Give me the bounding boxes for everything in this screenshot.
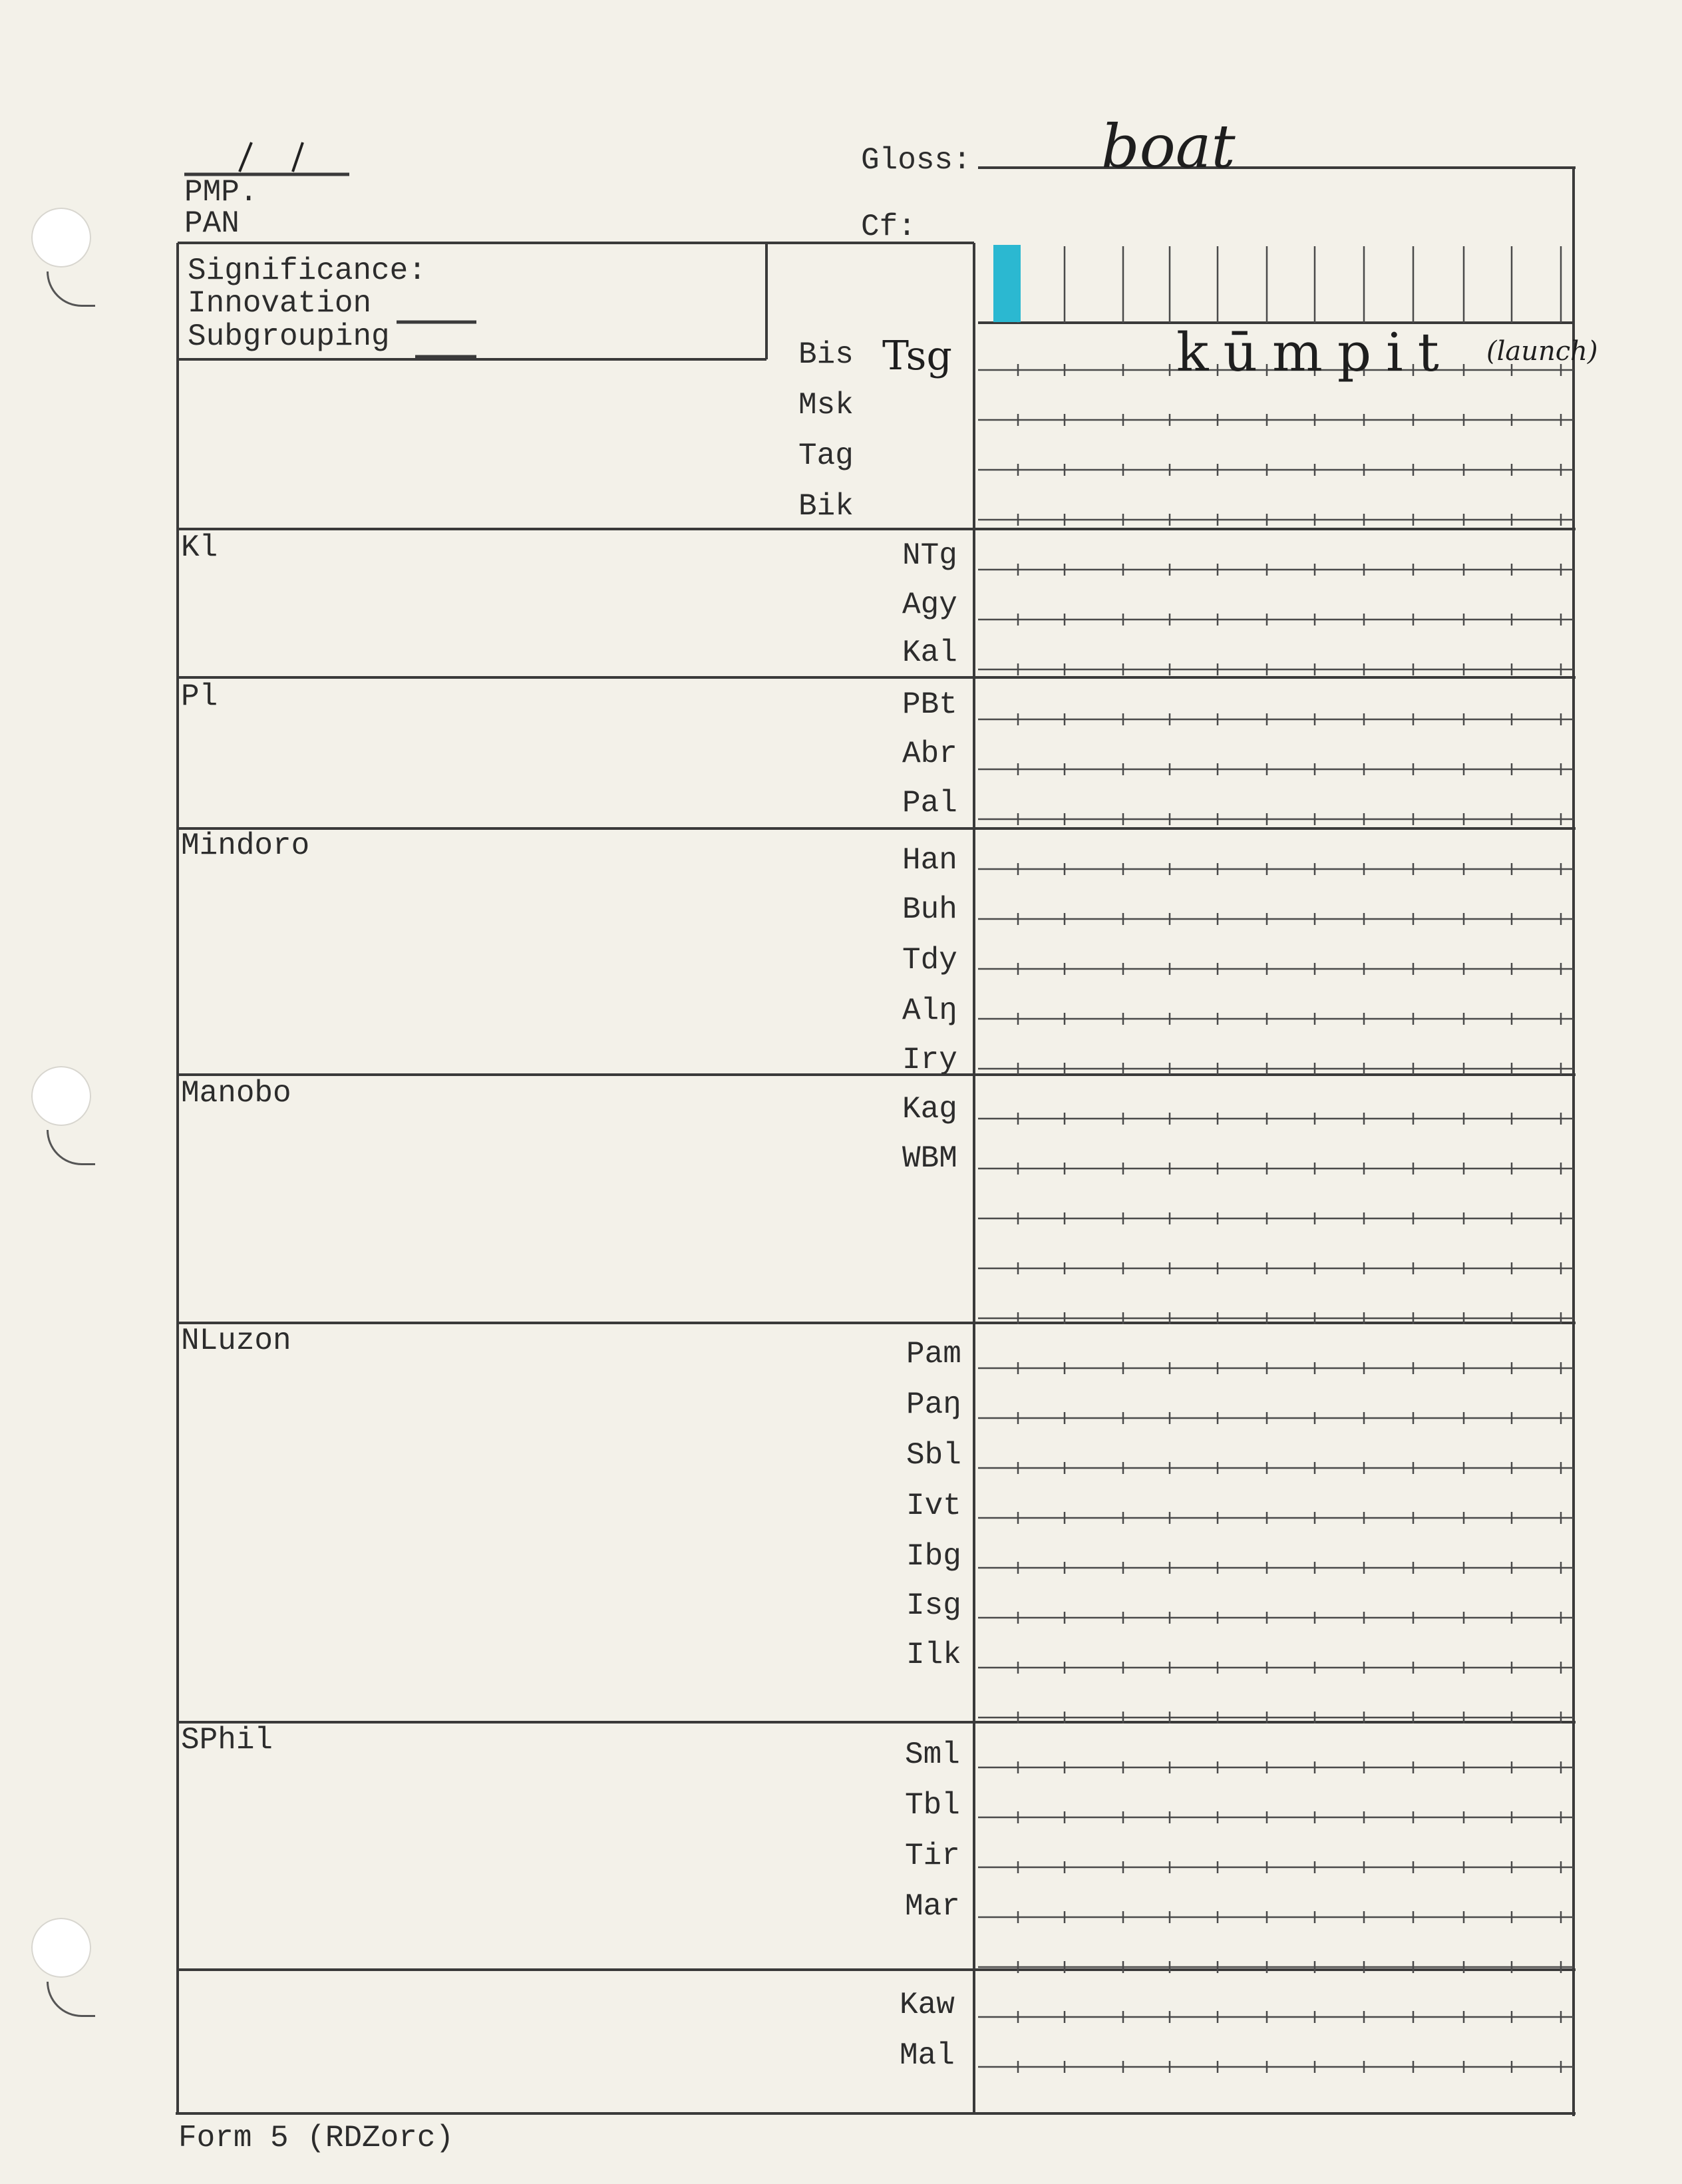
language-label: Kal xyxy=(902,636,957,670)
innovation-label: Innovation xyxy=(188,286,372,321)
language-label: Han xyxy=(902,843,957,878)
language-label: Paŋ xyxy=(906,1387,961,1422)
entry-language: Tsg xyxy=(882,333,952,379)
language-label: Iry xyxy=(902,1043,957,1077)
group-name: SPhil xyxy=(181,1723,273,1757)
language-label: Ilk xyxy=(906,1638,961,1672)
language-label: Agy xyxy=(902,588,957,622)
language-label: Mar xyxy=(905,1889,960,1924)
language-label: Bis xyxy=(798,337,854,372)
language-label: Kaw xyxy=(900,1988,955,2022)
group-name: Mindoro xyxy=(181,828,310,863)
language-label: PBt xyxy=(902,687,957,722)
entry-form: kūmpit xyxy=(1176,321,1454,383)
language-label: Tir xyxy=(905,1839,960,1873)
group-name: Pl xyxy=(181,679,218,714)
language-label: WBM xyxy=(902,1141,957,1176)
gloss-value: boat xyxy=(1101,112,1236,182)
language-label: Bik xyxy=(798,489,854,524)
entry-note: (launch) xyxy=(1486,336,1598,367)
group-name: NLuzon xyxy=(181,1324,291,1358)
subgrouping-label: Subgrouping xyxy=(188,319,390,354)
pmp-label: PMP. xyxy=(184,175,258,210)
language-label: Msk xyxy=(798,388,854,423)
color-highlight-mark xyxy=(993,245,1021,322)
significance-title: Significance: xyxy=(188,254,426,288)
language-label: Tag xyxy=(798,439,854,473)
language-label: Sml xyxy=(905,1737,960,1772)
language-label: NTg xyxy=(902,538,957,573)
language-label: Ibg xyxy=(906,1539,961,1574)
group-name: Kl xyxy=(181,530,218,565)
language-label: Buh xyxy=(902,892,957,927)
language-label: Abr xyxy=(902,737,957,771)
language-label: Kag xyxy=(902,1092,957,1127)
language-label: Ivt xyxy=(906,1489,961,1523)
language-label: Alŋ xyxy=(902,994,957,1028)
language-label: Isg xyxy=(906,1588,961,1623)
gloss-label: Gloss: xyxy=(861,143,971,178)
language-label: Sbl xyxy=(906,1438,961,1473)
group-name: Manobo xyxy=(181,1076,291,1111)
cf-label: Cf: xyxy=(861,210,916,244)
language-label: Pal xyxy=(902,786,957,820)
language-label: Pam xyxy=(906,1337,961,1371)
pan-label: PAN xyxy=(184,206,240,241)
language-label: Tbl xyxy=(905,1788,960,1823)
form-label: Form 5 (RDZorc) xyxy=(178,2121,454,2155)
language-label: Tdy xyxy=(902,943,957,978)
language-label: Mal xyxy=(900,2038,955,2073)
